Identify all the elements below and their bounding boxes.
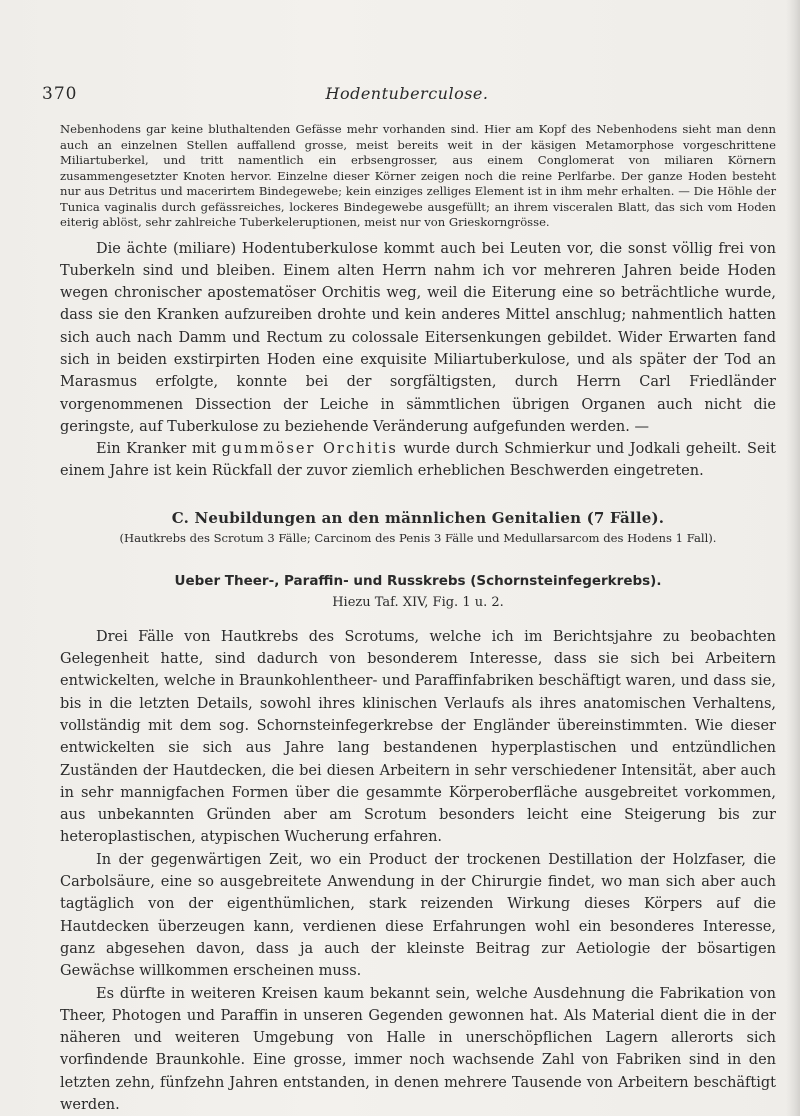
body-paragraph: In der gegenwärtigen Zeit, wo ein Product der trockenen Destillation der Holzfaser, die Carbolsäure, eine so ausgebreitete Anwendung in der Chirurgie findet, wo man sich aber auch tagtäglich von der eigenthümlichen, stark reizenden Wirkung dieses Körpers auf die Hautdecken überzeugen kann, verdienen diese Erfahrungen wohl ein besonderes Interesse, ganz abgesehen davon, dass ja auch der kleinste Beitrag zur Aetiologie der bösartigen Gewächse willkommen erscheinen muss. [60, 851, 776, 980]
page-header [42, 84, 772, 106]
body-paragraph: Es dürfte in weiteren Kreisen kaum bekannt sein, welche Ausdehnung die Fabrikation von Theer, Photogen und Paraffin in unseren Gegenden gewonnen hat. Als Material dient die in der näheren und weiteren Umgebung von Halle in unerschöpflichen Lagern allerorts sich vorfindende Braunkohle. Eine grosse, immer noch wachsende Zahl von Fabriken sind in den letzten zehn, fünfzehn Jahren entstanden, in denen mehrere Tausende von Arbeitern beschäftigt werden. [60, 985, 776, 1113]
spaced-term: gummöser Orchitis [221, 441, 398, 458]
section-heading: C. Neubildungen an den männlichen Genitalien (7 Fälle). [171, 508, 665, 527]
body-paragraph: Drei Fälle von Hautkrebs des Scrotums, welche ich im Berichtsjahre zu beobachten Gelegenheit hatte, sind dadurch von besonderem Interesse, dass sie sich bei Arbeitern entwickelten, welche in Braunkohlentheer- und Paraffinfabriken beschäftigt waren, und dass sie, bis in die letzten Details, sowohl ihres klinischen Verlaufs als ihres anatomischen Verhaltens, vollständig mit dem sog. Schornsteinfegerkrebse der Engländer übereinstimmten. Wie dieser entwickelten sie sich aus Jahre lang bestandenen hyperplastischen und entzündlichen Zuständen der Hautdecken, die bei diesen Arbeitern in sehr verschiedener Intensität, aber auch in sehr mannigfachen Formen über die gesammte Körperoberfläche ausgebreitet vorkommen, aus unbekannten Gründen aber am Scrotum besonders leicht eine Steigerung bis zur heteroplastischen, atypischen Wucherung erfahren. [60, 628, 776, 846]
page-edge-shadow [786, 0, 800, 1116]
page-number: 370 [42, 84, 78, 104]
gummous-orchitis-paragraph [60, 438, 776, 483]
page-body [60, 122, 776, 1116]
section-subheading: (Hautkrebs des Scrotum 3 Fälle; Carcinom des Penis 3 Fälle und Medullarsarcom des Hodens 1 Fall). [119, 530, 717, 545]
article-subtitle: Hiezu Taf. XIV, Fig. 1 u. 2. [332, 594, 504, 610]
paragraph-text: Ein Kranker mit [96, 441, 222, 458]
article-title: Ueber Theer-, Paraffin- und Russkrebs (Schornsteinfegerkrebs). [174, 572, 662, 589]
running-head: Hodentuberculose. [325, 84, 489, 103]
paragraph-text: wurde durch Schmierkur und Jodkali geheilt. Seit einem Jahre ist kein Rückfall der zuvor ziemlich erheblichen Beschwerden eingetreten. [60, 441, 776, 480]
case-report-paragraph: Nebenhodens gar keine bluthaltenden Gefässe mehr vorhanden sind. Hier am Kopf des Nebenhodens sieht man denn auch an einzelnen Stellen auffallend grosse, meist bereits weit in der käsigen Metamorphose vorgeschrittene Miliartuberkel, und tritt namentlich ein erbsengrosser, aus einem Conglomerat von miliaren Körnern zusammengesetzter Knoten hervor. Einzelne dieser Körner zeigen noch die reine Perlfarbe. Der ganze Hoden besteht nur aus Detritus und macerirtem Bindegewebe; kein einziges zelliges Element ist in ihm mehr erhalten. — Die Höhle der Tunica vaginalis durch gefässreiches, lockeres Bindegewebe ausgefüllt; an ihrem visceralen Blatt, das sich vom Hoden eiterig ablöst, sehr zahlreiche Tuberkeleruptionen, meist nur von Grieskorngrösse. [60, 122, 776, 229]
body-paragraph: Die ächte (miliare) Hodentuberkulose kommt auch bei Leuten vor, die sonst völlig frei von Tuberkeln sind und bleiben. Einem alten Herrn nahm ich vor mehreren Jahren beide Hoden wegen chronischer apostematöser Orchitis weg, weil die Eiterung eine so beträchtliche wurde, dass sie den Kranken aufzureiben drohte und kein anderes Mittel anschlug; nahmentlich hatten sich auch nach Damm und Rectum zu colossale Eitersenkungen gebildet. Wider Erwarten fand sich in beiden exstirpirten Hoden eine exquisite Miliartuberkulose, und als später der Tod an Marasmus erfolgte, konnte bei der sorgfältigsten, durch Herrn Carl Friedländer vorgenommenen Dissection der Leiche in sämmtlichen übrigen Organen auch nicht die geringste, auf Tuberkulose zu beziehende Veränderung aufgefunden werden. — [60, 240, 776, 435]
